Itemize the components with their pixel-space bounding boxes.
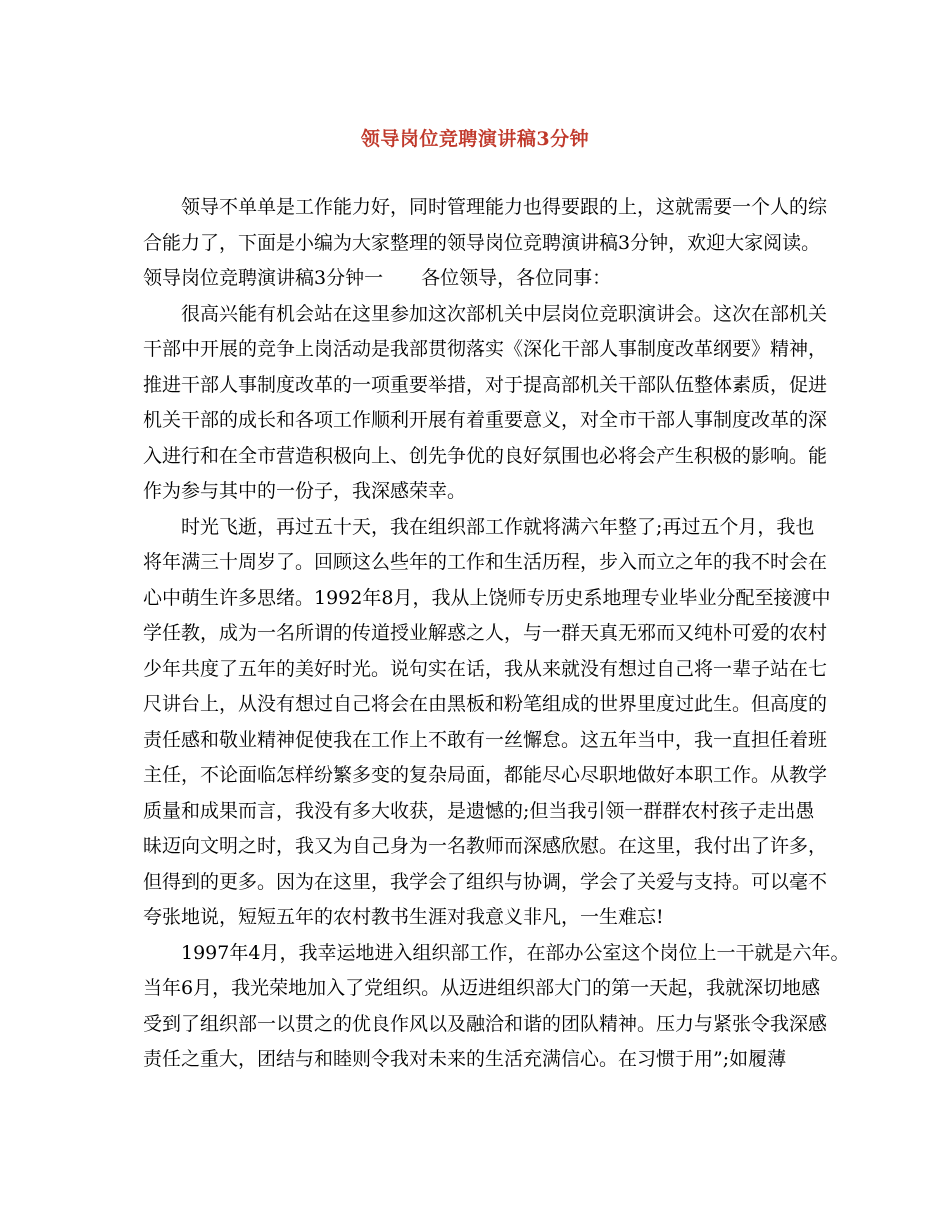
- body-text-line: 昧迈向文明之时，我又为自己身为一名教师而深感欣慰。在这里，我付出了许多，: [143, 835, 828, 857]
- document-title: 领导岗位竞聘演讲稿3分钟: [360, 128, 590, 150]
- body-text-line: 时光飞逝，再过五十天，我在组织部工作就将满六年整了;再过五个月，我也: [181, 515, 815, 538]
- body-text-line: 受到了组织部一以贯之的优良作风以及融洽和谐的团队精神。压力与紧张令我深感: [143, 1012, 828, 1035]
- body-text-line: 学任教，成为一名所谓的传道授业解惑之人，与一群天真无邪而又纯朴可爱的农村: [143, 622, 828, 644]
- body-text-line: 入进行和在全市营造积极向上、创先争优的良好氛围也必将会产生积极的影响。能: [143, 444, 828, 467]
- body-text-line: 领导不单单是工作能力好，同时管理能力也得要跟的上，这就需要一个人的综: [181, 196, 828, 218]
- body-text-line: 但得到的更多。因为在这里，我学会了组织与协调，学会了关爱与支持。可以毫不: [143, 870, 828, 893]
- body-text-line: 将年满三十周岁了。回顾这么些年的工作和生活历程，步入而立之年的我不时会在: [143, 551, 828, 573]
- body-text-line: 机关干部的成长和各项工作顺利开展有着重要意义，对全市干部人事制度改革的深: [143, 409, 828, 431]
- body-text-line: 干部中开展的竞争上岗活动是我部贯彻落实《深化干部人事制度改革纲要》精神，: [143, 338, 828, 360]
- body-text-line: 心中萌生许多思绪。1992年8月，我从上饶师专历史系地理专业毕业分配至接渡中: [143, 586, 831, 609]
- body-text-line: 责任之重大，团结与和睦则令我对未来的生活充满信心。在习惯于用”;如履薄: [143, 1048, 787, 1070]
- body-text-line: 夸张地说，短短五年的农村教书生涯对我意义非凡，一生难忘!: [143, 906, 664, 928]
- body-text-line: 当年6月，我光荣地加入了党组织。从迈进组织部大门的第一天起，我就深切地感: [143, 977, 821, 999]
- body-text-line: 作为参与其中的一份子，我深感荣幸。: [143, 480, 467, 502]
- body-text-line: 很高兴能有机会站在这里参加这次部机关中层岗位竞职演讲会。这次在部机关: [181, 302, 828, 325]
- body-text-line: 推进干部人事制度改革的一项重要举措，对于提高部机关干部队伍整体素质，促进: [143, 373, 828, 396]
- body-text-line: 合能力了，下面是小编为大家整理的领导岗位竞聘演讲稿3分钟，欢迎大家阅读。: [143, 231, 821, 254]
- body-text-line: 责任感和敬业精神促使我在工作上不敢有一丝懈怠。这五年当中，我一直担任着班: [143, 728, 828, 751]
- body-text-line: 尺讲台上，从没有想过自己将会在由黑板和粉笔组成的世界里度过此生。但高度的: [143, 693, 828, 715]
- body-text-line: 少年共度了五年的美好时光。说句实在话，我从来就没有想过自己将一辈子站在七: [143, 657, 828, 680]
- document-body: [143, 190, 850, 1078]
- body-text-line: 质量和成果而言，我没有多大收获，是遗憾的;但当我引领一群群农村孩子走出愚: [143, 799, 815, 822]
- body-text-line: 主任，不论面临怎样纷繁多变的复杂局面，都能尽心尽职地做好本职工作。从教学: [143, 764, 828, 786]
- body-text-line: 1997年4月，我幸运地进入组织部工作，在部办公室这个岗位上一干就是六年。: [181, 941, 850, 964]
- body-text-line: 领导岗位竞聘演讲稿3分钟一 各位领导，各位同事：: [143, 267, 612, 289]
